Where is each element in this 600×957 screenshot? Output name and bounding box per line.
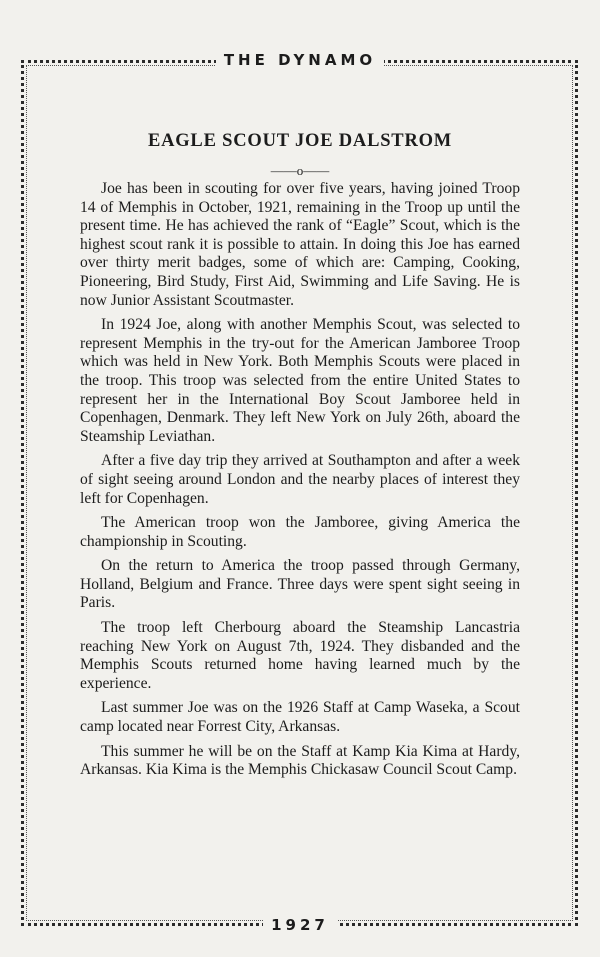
paragraph: The troop left Cherbourg aboard the Steamship Lancastria reaching New York on August 7th, 1924. They disbanded and the Memphis Scouts returned home having learned much by the experience. — [80, 619, 520, 692]
paragraph: In 1924 Joe, along with another Memphis Scout, was selected to represent Memphis in the try-out for the American Jamboree Troop which was held in New York. Both Memphis Scouts were placed in the troop. This troop was selected from the entire United States to represent her in the International Boy Scout Jamboree held in Copenhagen, Denmark. They left New York on July 26th, aboard the Steamship Leviathan. — [80, 316, 520, 445]
article-title: EAGLE SCOUT JOE DALSTROM — [147, 131, 453, 151]
paragraph: This summer he will be on the Staff at Kamp Kia Kima at Hardy, Arkansas. Kia Kima is the Memphis Chickasaw Council Scout Camp. — [80, 742, 520, 779]
title-divider: ——o—— — [270, 163, 330, 178]
paragraph: After a five day trip they arrived at Southampton and after a week of sight seeing around London and the nearby places of interest they left for Copenhagen. — [80, 452, 520, 507]
footer-year: 1927 — [263, 916, 337, 934]
paragraph: Joe has been in scouting for over five years, having joined Troop 14 of Memphis in October, 1921, remaining in the Troop up until the present time. He has achieved the rank of “Eagle” Scout, which is the highest scout rank it is possible to attain. In doing this Joe has earned over thirty merit badges, some of which are: Camping, Cooking, Pioneering, Bird Study, First Aid, Swimming and Life Saving. He is now Junior Assistant Scoutmaster. — [80, 180, 520, 309]
paragraph: Last summer Joe was on the 1926 Staff at Camp Waseka, a Scout camp located near Forrest City, Arkansas. — [80, 699, 520, 736]
paragraph: On the return to America the troop passed through Germany, Holland, Belgium and France. Three days were spent sight seeing in Paris. — [80, 557, 520, 612]
paragraph: The American troop won the Jamboree, giving America the championship in Scouting. — [80, 514, 520, 550]
running-header — [0, 51, 600, 69]
publication-title: THE DYNAMO — [216, 51, 384, 69]
article-body — [80, 180, 520, 786]
running-footer — [0, 916, 600, 934]
